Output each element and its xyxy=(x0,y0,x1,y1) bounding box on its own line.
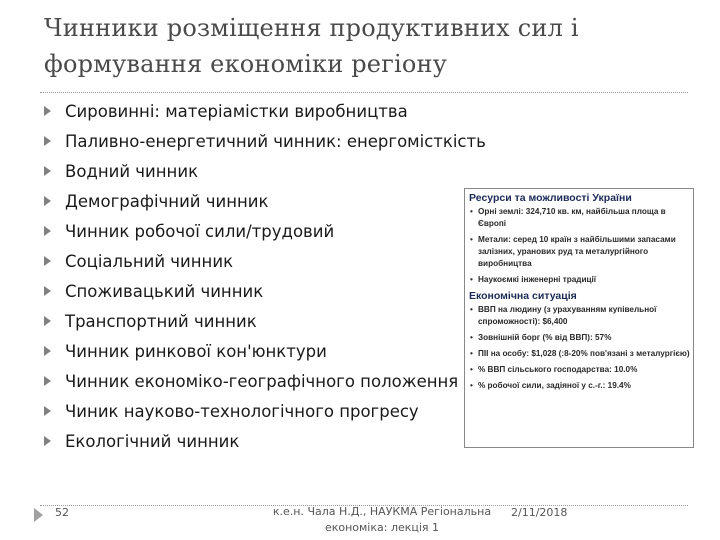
arrow-bullet-icon xyxy=(44,166,51,176)
footer-arrow-icon xyxy=(34,508,43,522)
footer-date: 2/11/2018 xyxy=(511,506,568,519)
factor-list xyxy=(44,96,486,456)
list-item xyxy=(44,246,486,276)
list-item xyxy=(44,426,486,456)
list-item: • Орні землі: 324,710 кв. км, найбільша площа в Європі xyxy=(467,206,691,230)
arrow-bullet-icon xyxy=(44,406,51,416)
arrow-bullet-icon xyxy=(44,436,51,446)
arrow-bullet-icon xyxy=(44,226,51,236)
resources-heading: Ресурси та можливості України xyxy=(469,192,632,204)
list-item-text: Паливно-енергетичний чинник: енергомісткість xyxy=(65,131,486,151)
list-item: • Зовнішній борг (% від ВВП): 57% xyxy=(467,332,691,344)
list-item xyxy=(44,396,486,426)
arrow-bullet-icon xyxy=(44,196,51,206)
arrow-bullet-icon xyxy=(44,256,51,266)
list-item xyxy=(44,126,486,156)
list-item-text: Сировинні: матеріамістки виробництва xyxy=(65,101,408,121)
ukraine-info-box xyxy=(464,188,694,448)
list-item xyxy=(44,336,486,366)
footer-author-line: к.е.н. Чала Н.Д., НАУКМА Регіональна xyxy=(272,505,492,518)
arrow-bullet-icon xyxy=(44,376,51,386)
arrow-bullet-icon xyxy=(44,136,51,146)
list-item xyxy=(44,96,486,126)
footer-author-line: економіка: лекція 1 xyxy=(324,521,440,534)
list-item xyxy=(44,156,486,186)
list-item: • % робочої сили, задіяної у с.-г.: 19.4% xyxy=(467,380,691,392)
economy-list xyxy=(465,304,693,392)
list-item xyxy=(44,186,486,216)
list-item-text: Чинник ринкової кон'юнктури xyxy=(65,341,327,361)
list-item: • Наукоємкі інженерні традиції xyxy=(467,274,691,286)
arrow-bullet-icon xyxy=(44,106,51,116)
slide-title: Чинники розміщення продуктивних сил і формування економіки регіону xyxy=(44,14,579,78)
list-item: • Метали: серед 10 країн з найбільшими запасами залізних, уранових руд та металургійного виробництва xyxy=(467,234,691,270)
resources-list xyxy=(465,206,693,286)
list-item-text: Чинник робочої сили/трудовий xyxy=(65,221,335,241)
list-item-text: Чиник науково-технологічного прогресу xyxy=(65,401,419,421)
list-item-text: Транспортний чинник xyxy=(65,311,257,331)
economy-heading: Економічна ситуація xyxy=(469,290,577,302)
list-item-text: Водний чинник xyxy=(65,161,199,181)
list-item-text: Екологічний чинник xyxy=(65,431,240,451)
page-number: 52 xyxy=(55,506,69,519)
list-item-text: Споживацький чинник xyxy=(65,281,264,301)
list-item: • % ВВП сільського господарства: 10.0% xyxy=(467,364,691,376)
list-item xyxy=(44,306,486,336)
arrow-bullet-icon xyxy=(44,316,51,326)
list-item xyxy=(44,216,486,246)
title-divider xyxy=(40,92,688,93)
list-item-text: Демографічний чинник xyxy=(65,191,269,211)
arrow-bullet-icon xyxy=(44,286,51,296)
footer-author xyxy=(262,504,502,536)
list-item xyxy=(44,366,486,396)
list-item: • ВВП на людину (з урахуванням купівельної спроможності): $6,400 xyxy=(467,304,691,328)
arrow-bullet-icon xyxy=(44,346,51,356)
list-item xyxy=(44,276,486,306)
list-item-text: Соціальний чинник xyxy=(65,251,234,271)
list-item: • ПІІ на особу: $1,028 (:8-20% пов'язані з металургією) xyxy=(467,348,691,360)
list-item-text: Чинник економіко-географічного положення xyxy=(65,371,459,391)
